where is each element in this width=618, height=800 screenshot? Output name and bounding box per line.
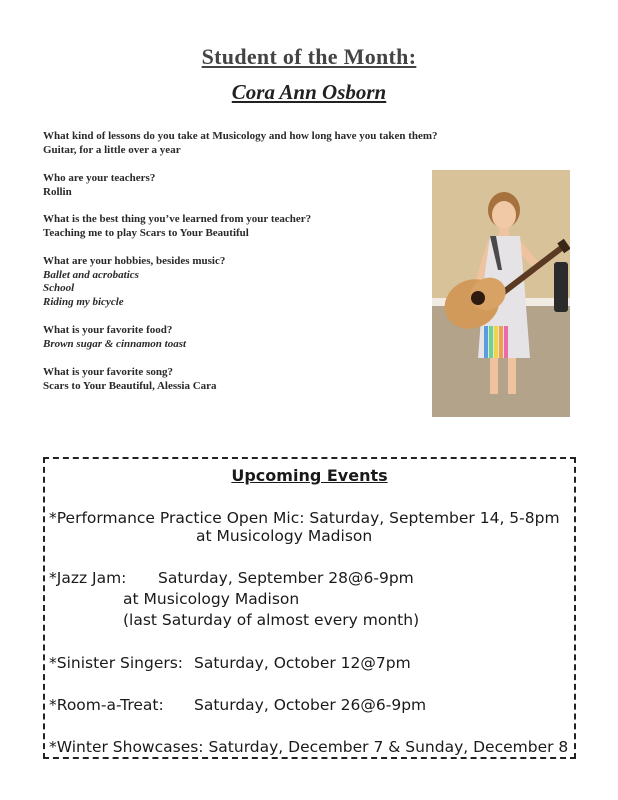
question: What is your favorite song? xyxy=(43,366,173,378)
question: What is your favorite food? xyxy=(43,324,173,336)
question: Who are your teachers? xyxy=(43,172,156,184)
student-photo xyxy=(432,170,570,417)
qa-lessons xyxy=(43,130,483,157)
question: What is the best thing you’ve learned from your teacher? xyxy=(43,213,312,225)
event-sinister-singers: *Sinister Singers: xyxy=(49,654,184,672)
qa-song xyxy=(43,366,483,393)
qa-best-thing xyxy=(43,213,483,240)
event-jazz-jam-location: at Musicology Madison xyxy=(123,590,300,608)
event-winter-showcases: *Winter Showcases: Saturday, December 7 & Sunday, December 8 xyxy=(49,738,569,756)
student-name: Cora Ann Osborn xyxy=(231,80,387,104)
event-jazz-jam-note: (last Saturday of almost every month) xyxy=(123,611,420,629)
qa-hobbies xyxy=(43,255,483,309)
answer: Scars to Your Beautiful, Alessia Cara xyxy=(43,379,217,392)
answer: School xyxy=(43,282,75,294)
question: What kind of lessons do you take at Musicology and how long have you taken them? xyxy=(43,130,438,142)
event-open-mic: *Performance Practice Open Mic: Saturday, September 14, 5-8pm xyxy=(49,509,560,527)
event-jazz-jam: *Jazz Jam: xyxy=(49,569,127,587)
answer: Teaching me to play Scars to Your Beautiful xyxy=(43,226,249,239)
answer: Riding my bicycle xyxy=(43,295,124,308)
event-open-mic-location: at Musicology Madison xyxy=(196,527,373,545)
answer: Brown sugar & cinnamon toast xyxy=(43,337,187,350)
answer: Guitar, for a little over a year xyxy=(43,143,181,156)
question: What are your hobbies, besides music? xyxy=(43,255,226,267)
qa-food xyxy=(43,324,483,351)
events-title: Upcoming Events xyxy=(231,466,388,485)
event-jazz-jam-date: Saturday, September 28@6-9pm xyxy=(158,569,414,587)
event-room-a-treat-date: Saturday, October 26@6-9pm xyxy=(194,696,427,714)
event-sinister-singers-date: Saturday, October 12@7pm xyxy=(194,654,411,672)
page-title: Student of the Month: xyxy=(201,44,417,69)
qa-teachers xyxy=(43,172,483,199)
answer: Rollin xyxy=(43,185,72,198)
answer: Ballet and acrobatics xyxy=(43,268,139,281)
upcoming-events-box xyxy=(43,457,576,759)
event-room-a-treat: *Room-a-Treat: xyxy=(49,696,164,714)
